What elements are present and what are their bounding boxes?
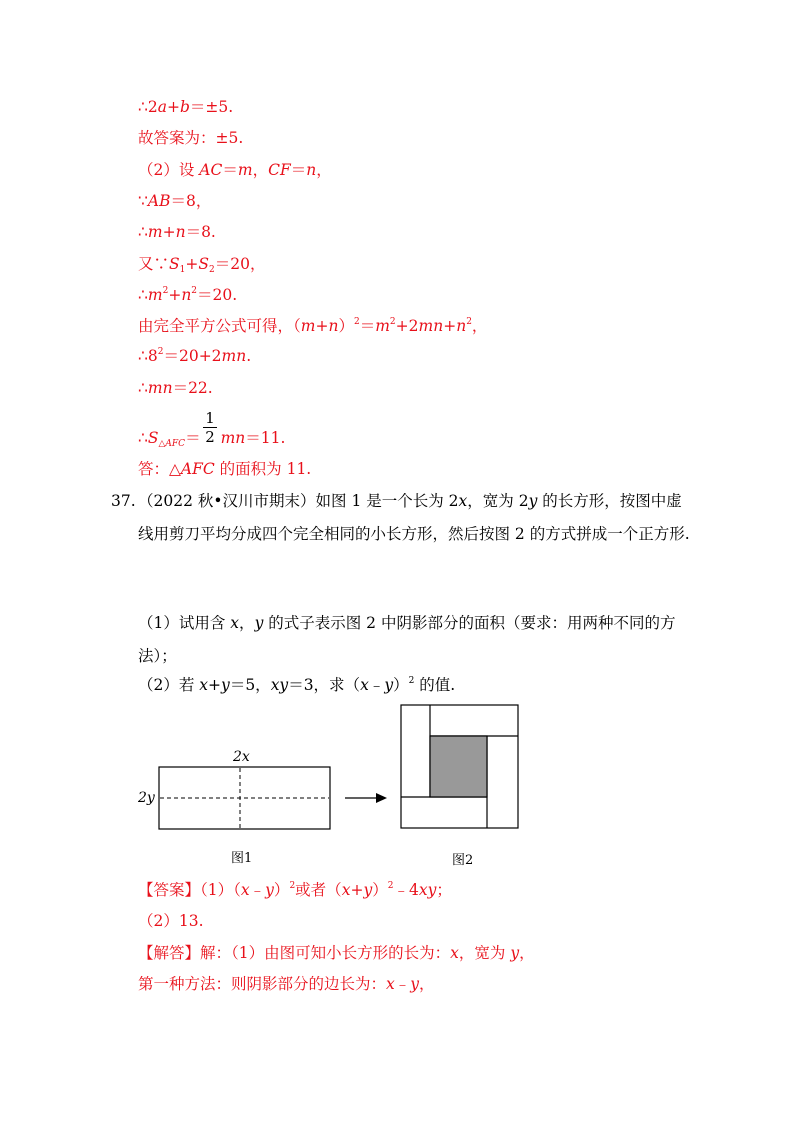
jieda-line-2: 第一种方法：则阴影部分的边长为：x﹣y，	[138, 975, 435, 993]
fig1-top-label: 2x	[233, 749, 250, 765]
solution-line-10: ∴mn＝22.	[138, 379, 213, 397]
solution-line-2: 故答案为：±5.	[138, 129, 244, 147]
answer-line-2: （2）13.	[138, 912, 204, 930]
jieda-line-1: 【解答】解：（1）由图可知小长方形的长为：x，宽为 y，	[138, 944, 535, 962]
solution-line-6: 又$\because S_1+S_2=20$，	[138, 255, 266, 275]
fig2-shaded-square	[430, 736, 487, 797]
solution-line-5: ∴m+n＝8.	[138, 223, 216, 241]
question-stem: （2022 秋•汉川市期末）如图 1 是一个长为 2x，宽为 2y 的长方形，按图中虚线用剪刀平均分成四个完全相同的小长方形，然后按图 2 的方式拼成一个正方形.	[138, 492, 690, 543]
fig1-caption: 图1	[231, 851, 253, 866]
fig1-side-label: 2y	[138, 790, 155, 806]
fraction-one-half: 1 2	[203, 410, 217, 445]
solution-line-3: （2）设 AC＝m，CF＝n，	[138, 161, 332, 179]
solution-line-12: 答：△AFC 的面积为 11.	[138, 460, 312, 478]
question-number: 37.	[111, 492, 136, 510]
solution-line-4: ∵AB＝8，	[138, 192, 212, 210]
solution-line-9: $\therefore 8^2=20+2mn$.	[138, 347, 252, 365]
question-part-1: （1）试用含 x，y 的式子表示图 2 中阴影部分的面积（要求：用两种不同的方法）；	[138, 614, 676, 665]
question-part-2: （2）若 x+y＝5，xy＝3，求（x﹣y）$^2$ 的值.	[138, 676, 456, 694]
solution-line-11: $\therefore S_{\triangle AFC}= mn=11$.	[138, 429, 286, 449]
solution-line-1: ∴2a+b＝±5.	[138, 98, 234, 116]
solution-line-8: 由完全平方公式可得，$(m+n)^2=m^2+2mn+n^2$，	[138, 317, 488, 335]
arrow-head	[376, 793, 387, 803]
answer-line-1: 【答案】（1）（x﹣y）$^2$或者$(x+y)^2﹣4xy$；	[138, 881, 452, 899]
solution-line-7: $\therefore m^2+n^2=20$.	[138, 286, 238, 304]
fig2-caption: 图2	[452, 853, 474, 868]
